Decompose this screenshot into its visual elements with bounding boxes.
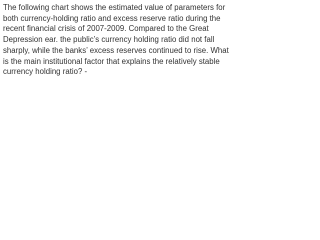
question-text (3, 3, 258, 78)
question-line: currency holding ratio? - (3, 67, 88, 77)
question-line: sharply, while the banks’ excess reserves continued to rise. What (3, 45, 229, 55)
question-card (0, 0, 261, 88)
question-line: Depression ear. the public’s currency holding ratio did not fall (3, 35, 215, 45)
question-line: is the main institutional factor that explains the relatively stable (3, 56, 220, 66)
question-line: The following chart shows the estimated value of parameters for (3, 3, 226, 12)
question-line: recent financial crisis of 2007-2009. Compared to the Great (3, 24, 209, 34)
question-line: both currency-holding ratio and excess reserve ratio during the (3, 13, 221, 23)
